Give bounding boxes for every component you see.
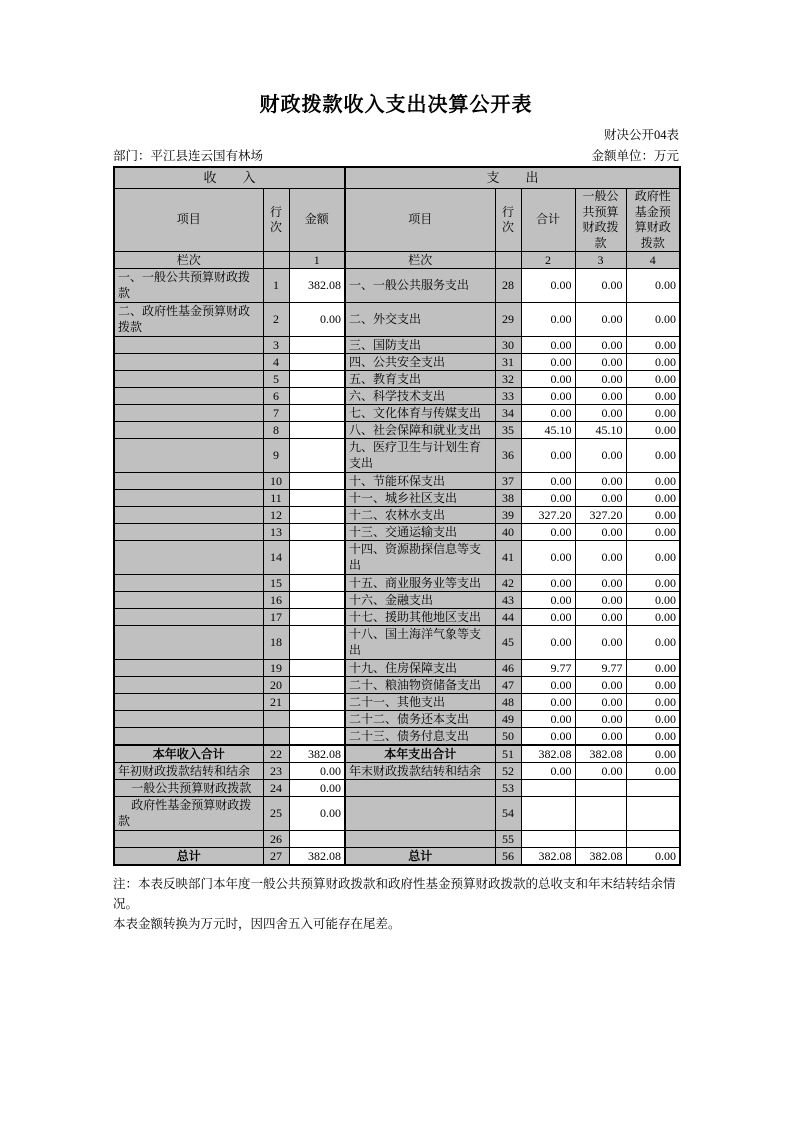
income-amount-cell: [289, 677, 345, 694]
expense-general-cell: 0.00: [575, 371, 626, 388]
income-item-cell: [114, 388, 263, 405]
income-rowno-cell: 1: [263, 269, 289, 303]
expense-general-cell: 0.00: [575, 337, 626, 354]
expense-fund-cell: 0.00: [626, 848, 680, 866]
lanci-expense-label: 栏次: [345, 252, 495, 269]
expense-rowno-cell: 36: [495, 439, 521, 473]
expense-item-cell: 年末财政拨款结转和结余: [345, 763, 495, 780]
expense-general-cell: 0.00: [575, 405, 626, 422]
col-header-expense-item: 项目: [345, 189, 495, 252]
expense-fund-cell: 0.00: [626, 592, 680, 609]
expense-rowno-cell: 40: [495, 524, 521, 541]
budget-table: [113, 166, 681, 866]
expense-rowno-cell: 54: [495, 797, 521, 831]
expense-total-cell: 0.00: [521, 303, 575, 337]
income-amount-cell: 0.00: [289, 780, 345, 797]
income-item-cell: [114, 354, 263, 371]
expense-general-cell: 0.00: [575, 677, 626, 694]
expense-total-cell: 327.20: [521, 507, 575, 524]
expense-rowno-cell: 51: [495, 745, 521, 763]
income-rowno-cell: 10: [263, 473, 289, 490]
expense-item-cell: 二十三、债务付息支出: [345, 728, 495, 746]
table-row: [114, 745, 680, 763]
income-amount-cell: [289, 354, 345, 371]
lanci-fund-no: 4: [626, 252, 680, 269]
expense-item-cell: 十七、援助其他地区支出: [345, 609, 495, 626]
income-rowno-cell: 18: [263, 626, 289, 660]
expense-rowno-cell: 48: [495, 694, 521, 711]
expense-fund-cell: 0.00: [626, 439, 680, 473]
income-rowno-cell: 24: [263, 780, 289, 797]
expense-item-cell: 三、国防支出: [345, 337, 495, 354]
income-item-cell: [114, 660, 263, 677]
expense-fund-cell: 0.00: [626, 541, 680, 575]
expense-fund-cell: 0.00: [626, 728, 680, 746]
expense-total-cell: 0.00: [521, 763, 575, 780]
expense-general-cell: [575, 780, 626, 797]
expense-rowno-cell: 38: [495, 490, 521, 507]
expense-fund-cell: 0.00: [626, 269, 680, 303]
expense-general-cell: 0.00: [575, 354, 626, 371]
expense-total-cell: 45.10: [521, 422, 575, 439]
income-amount-cell: [289, 575, 345, 592]
expense-total-cell: 0.00: [521, 337, 575, 354]
table-row: [114, 694, 680, 711]
income-rowno-cell: 22: [263, 745, 289, 763]
table-row: [114, 473, 680, 490]
expense-total-cell: 0.00: [521, 541, 575, 575]
col-header-income-amount: 金额: [289, 189, 345, 252]
expense-fund-cell: 0.00: [626, 371, 680, 388]
expense-item-cell: 六、科学技术支出: [345, 388, 495, 405]
expense-total-cell: 0.00: [521, 371, 575, 388]
expense-rowno-cell: 30: [495, 337, 521, 354]
income-rowno-cell: 16: [263, 592, 289, 609]
expense-general-cell: 0.00: [575, 694, 626, 711]
expense-fund-cell: 0.00: [626, 405, 680, 422]
table-row: [114, 711, 680, 728]
expense-general-cell: [575, 797, 626, 831]
income-item-cell: 一般公共预算财政拨款: [114, 780, 263, 797]
expense-fund-cell: 0.00: [626, 626, 680, 660]
income-amount-cell: [289, 507, 345, 524]
income-amount-cell: [289, 371, 345, 388]
income-item-cell: [114, 439, 263, 473]
income-amount-cell: [289, 524, 345, 541]
income-rowno-cell: 13: [263, 524, 289, 541]
income-item-cell: [114, 473, 263, 490]
expense-item-cell: 一、一般公共服务支出: [345, 269, 495, 303]
income-rowno-cell: 17: [263, 609, 289, 626]
income-rowno-cell: 6: [263, 388, 289, 405]
expense-fund-cell: 0.00: [626, 507, 680, 524]
expense-total-cell: 0.00: [521, 439, 575, 473]
income-rowno-cell: 20: [263, 677, 289, 694]
income-amount-cell: 382.08: [289, 745, 345, 763]
income-rowno-cell: 19: [263, 660, 289, 677]
expense-item-cell: [345, 797, 495, 831]
expense-item-cell: 二、外交支出: [345, 303, 495, 337]
expense-total-cell: 0.00: [521, 405, 575, 422]
expense-item-cell: 八、社会保障和就业支出: [345, 422, 495, 439]
income-item-cell: [114, 694, 263, 711]
expense-item-cell: 十一、城乡社区支出: [345, 490, 495, 507]
table-row: [114, 388, 680, 405]
expense-general-cell: 0.00: [575, 609, 626, 626]
expense-rowno-cell: 31: [495, 354, 521, 371]
income-rowno-cell: 2: [263, 303, 289, 337]
expense-general-cell: 0.00: [575, 626, 626, 660]
table-row: [114, 371, 680, 388]
col-header-expense-total: 合计: [521, 189, 575, 252]
col-header-general-budget: 一般公共预算财政拨款: [575, 189, 626, 252]
income-item-cell: 年初财政拨款结转和结余: [114, 763, 263, 780]
income-amount-cell: [289, 388, 345, 405]
expense-rowno-cell: 56: [495, 848, 521, 866]
expense-item-cell: 二十一、其他支出: [345, 694, 495, 711]
income-amount-cell: [289, 609, 345, 626]
table-row: [114, 507, 680, 524]
income-rowno-cell: 11: [263, 490, 289, 507]
note: [113, 874, 679, 934]
income-rowno-cell: 3: [263, 337, 289, 354]
col-header-expense-rowno: 行次: [495, 189, 521, 252]
expense-fund-cell: 0.00: [626, 303, 680, 337]
income-rowno-cell: 5: [263, 371, 289, 388]
expense-general-cell: 0.00: [575, 524, 626, 541]
expense-rowno-cell: 55: [495, 831, 521, 848]
expense-fund-cell: 0.00: [626, 473, 680, 490]
expense-total-cell: 0.00: [521, 592, 575, 609]
table-row: [114, 780, 680, 797]
expense-rowno-cell: 52: [495, 763, 521, 780]
income-amount-cell: 0.00: [289, 797, 345, 831]
income-amount-cell: [289, 490, 345, 507]
table-row: [114, 728, 680, 746]
expense-general-cell: 0.00: [575, 711, 626, 728]
income-item-cell: 二、政府性基金预算财政拨款: [114, 303, 263, 337]
department-label: 部门：平江县连云国有林场: [113, 149, 264, 163]
income-amount-cell: [289, 694, 345, 711]
col-header-income-rowno: 行次: [263, 189, 289, 252]
income-item-cell: [114, 592, 263, 609]
expense-total-cell: 0.00: [521, 626, 575, 660]
income-item-cell: [114, 371, 263, 388]
expense-item-cell: 十三、交通运输支出: [345, 524, 495, 541]
table-row: [114, 848, 680, 866]
income-amount-cell: 382.08: [289, 269, 345, 303]
expense-general-cell: 0.00: [575, 763, 626, 780]
expense-fund-cell: 0.00: [626, 677, 680, 694]
table-row: [114, 405, 680, 422]
expense-total-cell: 0.00: [521, 728, 575, 746]
income-amount-cell: [289, 405, 345, 422]
column-header-row: [114, 189, 680, 252]
expense-total-cell: 0.00: [521, 575, 575, 592]
expense-total-cell: [521, 780, 575, 797]
income-amount-cell: [289, 473, 345, 490]
income-rowno-cell: [263, 728, 289, 746]
table-row: [114, 439, 680, 473]
income-amount-cell: [289, 337, 345, 354]
expense-item-cell: [345, 780, 495, 797]
income-amount-cell: 382.08: [289, 848, 345, 866]
expense-section-header: 支 出: [345, 167, 680, 189]
expense-item-cell: 本年支出合计: [345, 745, 495, 763]
expense-general-cell: 0.00: [575, 575, 626, 592]
expense-fund-cell: [626, 797, 680, 831]
expense-fund-cell: 0.00: [626, 763, 680, 780]
document-content: [113, 0, 679, 934]
expense-general-cell: 0.00: [575, 388, 626, 405]
expense-rowno-cell: 44: [495, 609, 521, 626]
expense-fund-cell: 0.00: [626, 388, 680, 405]
unit-label: 金额单位：万元: [591, 149, 679, 163]
expense-total-cell: 0.00: [521, 490, 575, 507]
col-header-income-item: 项目: [114, 189, 263, 252]
expense-total-cell: [521, 797, 575, 831]
table-row: [114, 541, 680, 575]
expense-rowno-cell: 35: [495, 422, 521, 439]
expense-rowno-cell: 29: [495, 303, 521, 337]
expense-total-cell: 0.00: [521, 354, 575, 371]
lanci-income-rowno-blank: [263, 252, 289, 269]
income-item-cell: [114, 524, 263, 541]
income-rowno-cell: 4: [263, 354, 289, 371]
expense-rowno-cell: 45: [495, 626, 521, 660]
expense-fund-cell: 0.00: [626, 660, 680, 677]
expense-fund-cell: 0.00: [626, 745, 680, 763]
expense-fund-cell: 0.00: [626, 575, 680, 592]
income-item-cell: [114, 337, 263, 354]
note-line1: 注：本表反映部门本年度一般公共预算财政拨款和政府性基金预算财政拨款的总收支和年末结转结余情况。: [113, 877, 676, 912]
income-rowno-cell: 9: [263, 439, 289, 473]
expense-fund-cell: 0.00: [626, 422, 680, 439]
expense-general-cell: 0.00: [575, 303, 626, 337]
income-amount-cell: [289, 711, 345, 728]
income-amount-cell: [289, 728, 345, 746]
lanci-expense-total-no: 2: [521, 252, 575, 269]
table-row: [114, 677, 680, 694]
expense-total-cell: 0.00: [521, 524, 575, 541]
expense-total-cell: 0.00: [521, 388, 575, 405]
expense-item-cell: 七、文化体育与传媒支出: [345, 405, 495, 422]
expense-item-cell: 二十二、债务还本支出: [345, 711, 495, 728]
income-item-cell: [114, 405, 263, 422]
expense-rowno-cell: 43: [495, 592, 521, 609]
expense-item-cell: 总计: [345, 848, 495, 866]
expense-fund-cell: 0.00: [626, 354, 680, 371]
expense-fund-cell: 0.00: [626, 609, 680, 626]
expense-fund-cell: 0.00: [626, 694, 680, 711]
income-rowno-cell: 14: [263, 541, 289, 575]
table-row: [114, 337, 680, 354]
expense-rowno-cell: 42: [495, 575, 521, 592]
income-item-cell: 一、一般公共预算财政拨款: [114, 269, 263, 303]
expense-item-cell: 二十、粮油物资储备支出: [345, 677, 495, 694]
expense-rowno-cell: 47: [495, 677, 521, 694]
expense-total-cell: 382.08: [521, 848, 575, 866]
expense-general-cell: 0.00: [575, 439, 626, 473]
expense-item-cell: 十四、资源勘探信息等支出: [345, 541, 495, 575]
expense-general-cell: 0.00: [575, 473, 626, 490]
income-amount-cell: [289, 592, 345, 609]
income-rowno-cell: 26: [263, 831, 289, 848]
expense-fund-cell: 0.00: [626, 337, 680, 354]
expense-general-cell: 382.08: [575, 745, 626, 763]
lanci-income-amount-no: 1: [289, 252, 345, 269]
expense-item-cell: 九、医疗卫生与计划生育支出: [345, 439, 495, 473]
income-section-header: 收 入: [114, 167, 345, 189]
expense-item-cell: 十六、金融支出: [345, 592, 495, 609]
page-title: 财政拨款收入支出决算公开表: [259, 94, 533, 116]
expense-rowno-cell: 32: [495, 371, 521, 388]
expense-total-cell: [521, 831, 575, 848]
expense-item-cell: 十、节能环保支出: [345, 473, 495, 490]
income-item-cell: [114, 728, 263, 746]
income-amount-cell: [289, 422, 345, 439]
income-item-cell: [114, 541, 263, 575]
income-rowno-cell: 15: [263, 575, 289, 592]
expense-rowno-cell: 50: [495, 728, 521, 746]
table-row: [114, 797, 680, 831]
expense-general-cell: 0.00: [575, 728, 626, 746]
table-row: [114, 626, 680, 660]
expense-fund-cell: [626, 780, 680, 797]
expense-total-cell: 0.00: [521, 711, 575, 728]
expense-item-cell: 十二、农林水支出: [345, 507, 495, 524]
expense-general-cell: 382.08: [575, 848, 626, 866]
expense-general-cell: 327.20: [575, 507, 626, 524]
expense-fund-cell: 0.00: [626, 524, 680, 541]
expense-rowno-cell: 37: [495, 473, 521, 490]
income-rowno-cell: 23: [263, 763, 289, 780]
expense-general-cell: [575, 831, 626, 848]
income-rowno-cell: 12: [263, 507, 289, 524]
income-item-cell: [114, 677, 263, 694]
expense-rowno-cell: 41: [495, 541, 521, 575]
income-item-cell: [114, 831, 263, 848]
expense-total-cell: 0.00: [521, 609, 575, 626]
expense-rowno-cell: 33: [495, 388, 521, 405]
table-row: [114, 303, 680, 337]
expense-total-cell: 9.77: [521, 660, 575, 677]
expense-general-cell: 0.00: [575, 490, 626, 507]
table-body: [114, 269, 680, 866]
income-amount-cell: [289, 660, 345, 677]
expense-total-cell: 0.00: [521, 473, 575, 490]
income-item-cell: [114, 575, 263, 592]
income-item-cell: [114, 490, 263, 507]
expense-fund-cell: 0.00: [626, 711, 680, 728]
income-rowno-cell: 8: [263, 422, 289, 439]
expense-rowno-cell: 53: [495, 780, 521, 797]
income-item-cell: [114, 422, 263, 439]
income-amount-cell: 0.00: [289, 763, 345, 780]
income-amount-cell: [289, 831, 345, 848]
col-header-fund-budget: 政府性基金预算财政拨款: [626, 189, 680, 252]
income-amount-cell: [289, 626, 345, 660]
table-row: [114, 524, 680, 541]
expense-general-cell: 0.00: [575, 592, 626, 609]
table-row: [114, 422, 680, 439]
expense-fund-cell: [626, 831, 680, 848]
table-row: [114, 490, 680, 507]
table-row: [114, 763, 680, 780]
expense-total-cell: 0.00: [521, 269, 575, 303]
table-row: [114, 354, 680, 371]
table-row: [114, 609, 680, 626]
table-row: [114, 831, 680, 848]
expense-rowno-cell: 28: [495, 269, 521, 303]
expense-item-cell: 十五、商业服务业等支出: [345, 575, 495, 592]
expense-general-cell: 45.10: [575, 422, 626, 439]
income-item-cell: [114, 609, 263, 626]
column-number-row: [114, 252, 680, 269]
lanci-income-label: 栏次: [114, 252, 263, 269]
income-item-cell: [114, 626, 263, 660]
expense-rowno-cell: 49: [495, 711, 521, 728]
income-item-cell: 本年收入合计: [114, 745, 263, 763]
income-rowno-cell: 27: [263, 848, 289, 866]
income-item-cell: 总计: [114, 848, 263, 866]
expense-rowno-cell: 39: [495, 507, 521, 524]
income-rowno-cell: [263, 711, 289, 728]
expense-item-cell: 五、教育支出: [345, 371, 495, 388]
table-row: [114, 660, 680, 677]
income-rowno-cell: 21: [263, 694, 289, 711]
income-item-cell: 政府性基金预算财政拨款: [114, 797, 263, 831]
lanci-expense-rowno-blank: [495, 252, 521, 269]
income-item-cell: [114, 711, 263, 728]
expense-item-cell: [345, 831, 495, 848]
expense-total-cell: 0.00: [521, 677, 575, 694]
income-amount-cell: [289, 439, 345, 473]
expense-general-cell: 0.00: [575, 269, 626, 303]
expense-total-cell: 0.00: [521, 694, 575, 711]
expense-fund-cell: 0.00: [626, 490, 680, 507]
expense-rowno-cell: 34: [495, 405, 521, 422]
expense-general-cell: 0.00: [575, 541, 626, 575]
income-amount-cell: [289, 541, 345, 575]
table-row: [114, 592, 680, 609]
meta-row: [113, 146, 679, 164]
table-code: 财决公开04表: [603, 128, 679, 142]
income-rowno-cell: 7: [263, 405, 289, 422]
section-header-row: [114, 167, 680, 189]
income-amount-cell: 0.00: [289, 303, 345, 337]
note-line2: 本表金额转换为万元时，因四舍五入可能存在尾差。: [113, 917, 401, 932]
expense-item-cell: 十九、住房保障支出: [345, 660, 495, 677]
expense-item-cell: 十八、国土海洋气象等支出: [345, 626, 495, 660]
expense-general-cell: 9.77: [575, 660, 626, 677]
lanci-general-no: 3: [575, 252, 626, 269]
income-item-cell: [114, 507, 263, 524]
income-rowno-cell: 25: [263, 797, 289, 831]
table-row: [114, 269, 680, 303]
expense-item-cell: 四、公共安全支出: [345, 354, 495, 371]
expense-total-cell: 382.08: [521, 745, 575, 763]
expense-rowno-cell: 46: [495, 660, 521, 677]
table-row: [114, 575, 680, 592]
